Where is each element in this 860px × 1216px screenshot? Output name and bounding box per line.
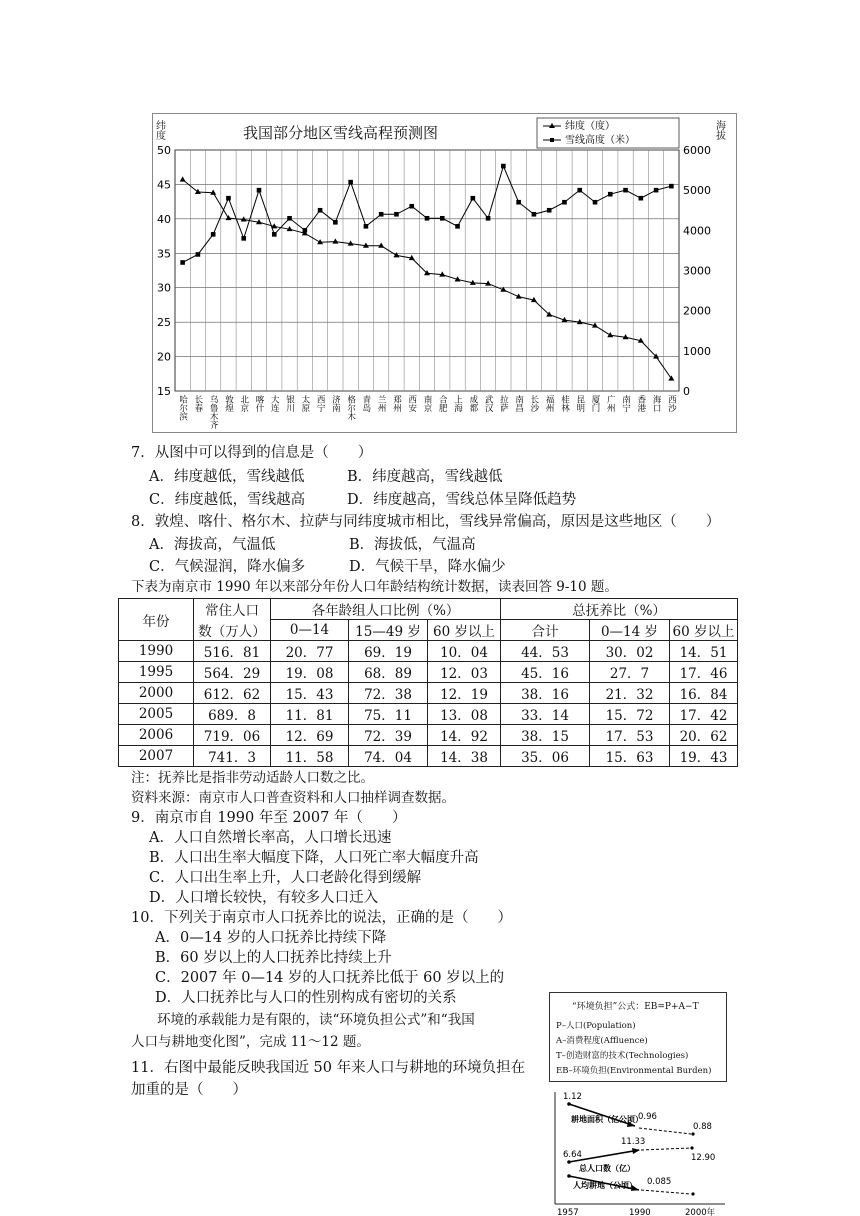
formula-p: P–人口(Population) — [556, 1021, 636, 1031]
pop-arrowhead — [632, 1148, 640, 1154]
y-tick-left: 45 — [157, 178, 171, 192]
sub-dep-0-14: 0—14 岁 — [590, 620, 670, 641]
snowline-point — [272, 232, 277, 237]
chart-axes — [157, 144, 711, 398]
cell: 72．38 — [349, 683, 428, 704]
q10-stem: 10．下列关于南京市人口抚养比的说法，正确的是（ ） — [131, 910, 512, 926]
population-table — [118, 598, 738, 767]
cell: 15．72 — [590, 704, 670, 725]
snowline-point — [226, 196, 231, 201]
snowline-point — [577, 188, 582, 193]
arable-point-2000 — [691, 1132, 694, 1135]
cell: 20．77 — [271, 641, 349, 662]
cell: 11．58 — [271, 746, 349, 767]
cell: 44．53 — [501, 641, 590, 662]
snowline-point — [623, 188, 628, 193]
table-row — [119, 746, 738, 767]
x-tick-label: 银川 — [284, 395, 295, 412]
legend-snowline: 雪线高度（米） — [565, 135, 635, 146]
pop-value-1957: 6.64 — [563, 1150, 582, 1160]
arable-value-2000: 0.88 — [693, 1122, 712, 1132]
percap-point-2000 — [691, 1192, 694, 1195]
snowline-point — [547, 208, 552, 213]
y-tick-right: 3000 — [683, 264, 711, 278]
snowline-point — [196, 252, 201, 257]
table-source: 资料来源：南京市人口普查资料和人口抽样调查数据。 — [131, 790, 455, 806]
cell: 13．08 — [428, 704, 501, 725]
environment-burden-figure — [549, 992, 727, 1216]
q7-stem: 7．从图中可以得到的信息是（ ） — [131, 445, 373, 461]
q8-option-c: C．气候湿润，降水偏多 — [149, 559, 306, 575]
q8-stem: 8．敦煌、喀什、格尔木、拉萨与同纬度城市相比，雪线异常偏高，原因是这些地区（ ） — [131, 514, 721, 530]
pop-line-dashed — [641, 1148, 691, 1150]
x-tick-label: 合肥 — [437, 395, 448, 412]
cell: 45．16 — [501, 662, 590, 683]
table-intro: 下表为南京市 1990 年以来部分年份人口年龄结构统计数据，读表回答 9-10 题。 — [131, 579, 618, 595]
cell: 19．43 — [670, 746, 738, 767]
snowline-point — [654, 188, 659, 193]
year-2000: 2000年 — [685, 1208, 716, 1216]
sub-age-15-49: 15—49 岁 — [349, 620, 428, 641]
snowline-series-line — [183, 166, 672, 262]
table-row — [119, 662, 738, 683]
x-tick-label: 海口 — [651, 395, 662, 412]
cell: 72．39 — [349, 725, 428, 746]
snowline-point — [486, 216, 491, 221]
cell: 75．11 — [349, 704, 428, 725]
snowline-point — [501, 164, 506, 169]
y-tick-right: 4000 — [683, 224, 711, 238]
q10-option-d: D．人口抚养比与人口的性别构成有密切的关系 — [155, 990, 457, 1006]
snowline-point — [257, 188, 262, 193]
table-row — [119, 683, 738, 704]
q7-option-c: C．纬度越低，雪线越高 — [149, 492, 306, 508]
q11-intro-line2: 人口与耕地变化图”，完成 11～12 题。 — [131, 1034, 370, 1050]
snowline-point — [379, 212, 384, 217]
snowline-point — [180, 260, 185, 265]
x-tick-label: 香港 — [635, 395, 646, 412]
table-header-row — [119, 599, 738, 620]
y-tick-right: 2000 — [683, 304, 711, 318]
q11-intro-line1: 环境的承载能力是有限的，读“环境负担公式”和“我国 — [157, 1012, 475, 1028]
q9-option-c: C．人口出生率上升，人口老龄化得到缓解 — [149, 870, 422, 886]
cell: 2006 — [119, 725, 194, 746]
q8-option-a: A．海拔高，气温低 — [149, 537, 276, 553]
x-tick-label: 广州 — [605, 395, 616, 412]
table-row — [119, 725, 738, 746]
x-tick-label: 上海 — [452, 395, 463, 412]
q7-option-b: B．纬度越高，雪线越低 — [347, 469, 503, 485]
snowline-point — [516, 200, 521, 205]
chart-series — [180, 164, 675, 381]
x-tick-label: 南昌 — [513, 395, 524, 412]
x-tick-label: 西沙 — [666, 395, 677, 412]
x-tick-label: 喀什 — [254, 395, 264, 412]
q11-stem-line2: 加重的是（ ） — [131, 1082, 247, 1098]
cell: 17．53 — [590, 725, 670, 746]
snowline-point — [639, 196, 644, 201]
legend-square-marker — [550, 138, 554, 142]
formula-box — [549, 992, 727, 1082]
q9-stem: 9．南京市自 1990 年至 2007 年（ ） — [131, 810, 407, 826]
x-tick-label: 郑州 — [391, 395, 402, 412]
arable-line-dashed — [639, 1128, 691, 1134]
chart-title: 我国部分地区雪线高程预测图 — [243, 124, 439, 142]
cell: 33．14 — [501, 704, 590, 725]
latitude-point — [195, 189, 201, 194]
cell: 12．69 — [271, 725, 349, 746]
latitude-point — [332, 238, 338, 243]
latitude-point — [378, 243, 384, 248]
snowline-point — [364, 224, 369, 229]
cell: 14．92 — [428, 725, 501, 746]
right-axis-label: 海拔 — [713, 120, 725, 140]
cell: 10．04 — [428, 641, 501, 662]
cell: 2000 — [119, 683, 194, 704]
q8-option-d: D．气候干旱，降水偏少 — [349, 559, 506, 575]
x-tick-label: 西宁 — [315, 395, 326, 412]
sub-dep-total: 合计 — [501, 620, 590, 641]
snowline-point — [409, 204, 414, 209]
y-tick-right: 1000 — [683, 344, 711, 358]
x-tick-label: 兰州 — [376, 395, 387, 412]
header-year: 年份 — [119, 599, 194, 641]
percap-value-1990: 0.085 — [647, 1177, 672, 1187]
formula-eb: EB–环境负担(Environmental Burden) — [556, 1066, 712, 1076]
sub-dep-60plus: 60 岁以上 — [670, 620, 738, 641]
x-tick-label: 大连 — [269, 395, 280, 412]
cell: 564．29 — [194, 662, 271, 683]
cell: 30．02 — [590, 641, 670, 662]
latitude-series-line — [183, 180, 672, 379]
snowline-point — [471, 196, 476, 201]
cell: 11．81 — [271, 704, 349, 725]
header-dependency: 总抚养比（%） — [501, 599, 738, 620]
pop-point-2000 — [690, 1146, 693, 1149]
percap-line-dashed — [641, 1190, 691, 1194]
cell: 1995 — [119, 662, 194, 683]
table-subheader-row — [119, 620, 738, 641]
cell: 15．43 — [271, 683, 349, 704]
cell: 38．16 — [501, 683, 590, 704]
arable-value-1990: 0.96 — [638, 1112, 657, 1122]
q10-option-b: B．60 岁以上的人口抚养比持续上升 — [155, 950, 392, 966]
table-row — [119, 704, 738, 725]
snowline-point — [241, 236, 246, 241]
snowline-point — [425, 216, 430, 221]
x-tick-label: 成都 — [467, 395, 478, 412]
percap-label: 人均耕地（公顷） — [573, 1181, 637, 1190]
formula-title: “环境负担”公式：EB=P+A−T — [572, 1002, 699, 1012]
cell: 74．04 — [349, 746, 428, 767]
x-tick-label: 厦门 — [590, 395, 600, 412]
x-tick-label: 南宁 — [620, 395, 631, 412]
snowline-chart — [152, 113, 737, 433]
cell: 69．19 — [349, 641, 428, 662]
x-tick-label: 北京 — [238, 395, 249, 412]
cell: 20．62 — [670, 725, 738, 746]
pop-value-2000: 12.90 — [691, 1153, 716, 1163]
q9-option-d: D．人口增长较快，有较多人口迁入 — [149, 890, 379, 906]
x-tick-label: 西安 — [406, 395, 417, 412]
y-tick-right: 0 — [683, 385, 690, 398]
snowline-point — [318, 208, 323, 213]
y-tick-left: 15 — [157, 385, 171, 398]
cell: 35．06 — [501, 746, 590, 767]
cell: 17．42 — [670, 704, 738, 725]
cell: 27．7 — [590, 662, 670, 683]
legend-latitude: 纬度（度） — [565, 121, 615, 132]
q10-option-a: A．0—14 岁的人口抚养比持续下降 — [155, 930, 387, 946]
cell: 17．46 — [670, 662, 738, 683]
formula-a: A–消费程度(Affluence) — [556, 1036, 648, 1046]
latitude-point — [180, 176, 186, 181]
year-1957: 1957 — [557, 1208, 579, 1216]
arable-label: 耕地面积（亿公顷） — [571, 1115, 643, 1124]
cell: 19．08 — [271, 662, 349, 683]
q9-option-a: A．人口自然增长率高，人口增长迅速 — [149, 830, 392, 846]
table-note: 注：抚养比是指非劳动适龄人口数之比。 — [131, 770, 374, 786]
latitude-point — [393, 252, 399, 257]
sub-age-60plus: 60 岁以上 — [428, 620, 501, 641]
x-tick-label: 哈尔滨 — [177, 395, 188, 421]
header-pop-line2: 数（万人） — [194, 620, 271, 641]
cell: 2005 — [119, 704, 194, 725]
snowline-point — [348, 180, 353, 185]
latitude-point — [317, 239, 323, 244]
left-axis-label: 纬度 — [153, 120, 165, 140]
cell: 12．19 — [428, 683, 501, 704]
snowline-point — [440, 216, 445, 221]
chart-x-labels — [178, 394, 677, 430]
cell: 21．32 — [590, 683, 670, 704]
cell: 14．51 — [670, 641, 738, 662]
y-tick-right: 6000 — [683, 144, 711, 157]
pop-label: 总人口数（亿） — [579, 1164, 635, 1173]
latitude-point — [607, 332, 613, 337]
latitude-point — [485, 280, 491, 285]
cell: 741．3 — [194, 746, 271, 767]
cell: 12．03 — [428, 662, 501, 683]
y-tick-left: 50 — [157, 144, 171, 157]
q9-option-b: B．人口出生率大幅度下降，人口死亡率大幅度升高 — [149, 850, 479, 866]
snowline-point — [211, 232, 216, 237]
x-tick-label: 格尔木 — [345, 395, 356, 421]
snowline-point — [593, 200, 598, 205]
x-tick-label: 太原 — [299, 395, 310, 412]
x-tick-label: 桂林 — [559, 395, 570, 412]
snowline-point — [608, 192, 613, 197]
cell: 16．84 — [670, 683, 738, 704]
x-tick-label: 济南 — [330, 395, 341, 412]
x-tick-label: 长春 — [192, 395, 203, 412]
snowline-point — [532, 212, 537, 217]
snowline-point — [562, 200, 567, 205]
year-1990: 1990 — [629, 1208, 651, 1216]
x-tick-label: 乌鲁木齐 — [208, 395, 219, 429]
x-tick-label: 青岛 — [360, 395, 371, 412]
y-tick-left: 30 — [157, 281, 171, 295]
header-age-groups: 各年龄组人口比例（%） — [271, 599, 501, 620]
x-tick-label: 敦煌 — [223, 395, 234, 412]
cell: 612．62 — [194, 683, 271, 704]
cell: 15．63 — [590, 746, 670, 767]
arable-value-1957: 1.12 — [563, 1092, 582, 1102]
x-tick-label: 武汉 — [483, 395, 494, 412]
formula-t: T–创造财富的技术(Technologies) — [556, 1051, 689, 1061]
q8-option-b: B．海拔低，气温高 — [349, 537, 476, 553]
snowline-point — [394, 212, 399, 217]
y-tick-left: 20 — [157, 350, 171, 364]
chart-legend — [537, 118, 679, 148]
cell: 38．15 — [501, 725, 590, 746]
y-tick-left: 35 — [157, 247, 171, 261]
snowline-point — [287, 216, 292, 221]
table-row — [119, 641, 738, 662]
snowline-point — [303, 228, 308, 233]
cell: 14．38 — [428, 746, 501, 767]
x-tick-label: 昆明 — [574, 395, 585, 412]
x-tick-label: 长沙 — [528, 395, 539, 412]
y-tick-left: 25 — [157, 316, 171, 330]
snowline-point — [455, 224, 460, 229]
y-tick-right: 5000 — [683, 184, 711, 198]
cell: 2007 — [119, 746, 194, 767]
x-tick-label: 南京 — [422, 395, 432, 412]
snowline-point — [333, 220, 338, 225]
snowline-chart-svg — [153, 114, 736, 432]
cell: 689．8 — [194, 704, 271, 725]
pop-value-1990: 11.33 — [621, 1137, 646, 1147]
cell: 68．89 — [349, 662, 428, 683]
q10-option-c: C．2007 年 0—14 岁的人口抚养比低于 60 岁以上的 — [155, 970, 505, 986]
y-tick-left: 40 — [157, 212, 171, 226]
q11-stem-line1: 11．右图中最能反映我国近 50 年来人口与耕地的环境负担在 — [131, 1060, 526, 1076]
x-tick-label: 拉萨 — [498, 395, 509, 412]
sub-age-0-14: 0—14 — [271, 620, 349, 641]
header-pop-line1: 常住人口 — [194, 599, 271, 620]
cell: 516．81 — [194, 641, 271, 662]
trend-diagram — [549, 1088, 727, 1216]
x-tick-label: 福州 — [544, 395, 555, 412]
latitude-point — [225, 215, 231, 220]
q7-option-a: A．纬度越低，雪线越低 — [149, 469, 305, 485]
cell: 1990 — [119, 641, 194, 662]
cell: 719．06 — [194, 725, 271, 746]
latitude-point — [210, 189, 216, 194]
snowline-point — [669, 184, 674, 189]
q7-option-d: D．纬度越高，雪线总体呈降低趋势 — [347, 492, 577, 508]
